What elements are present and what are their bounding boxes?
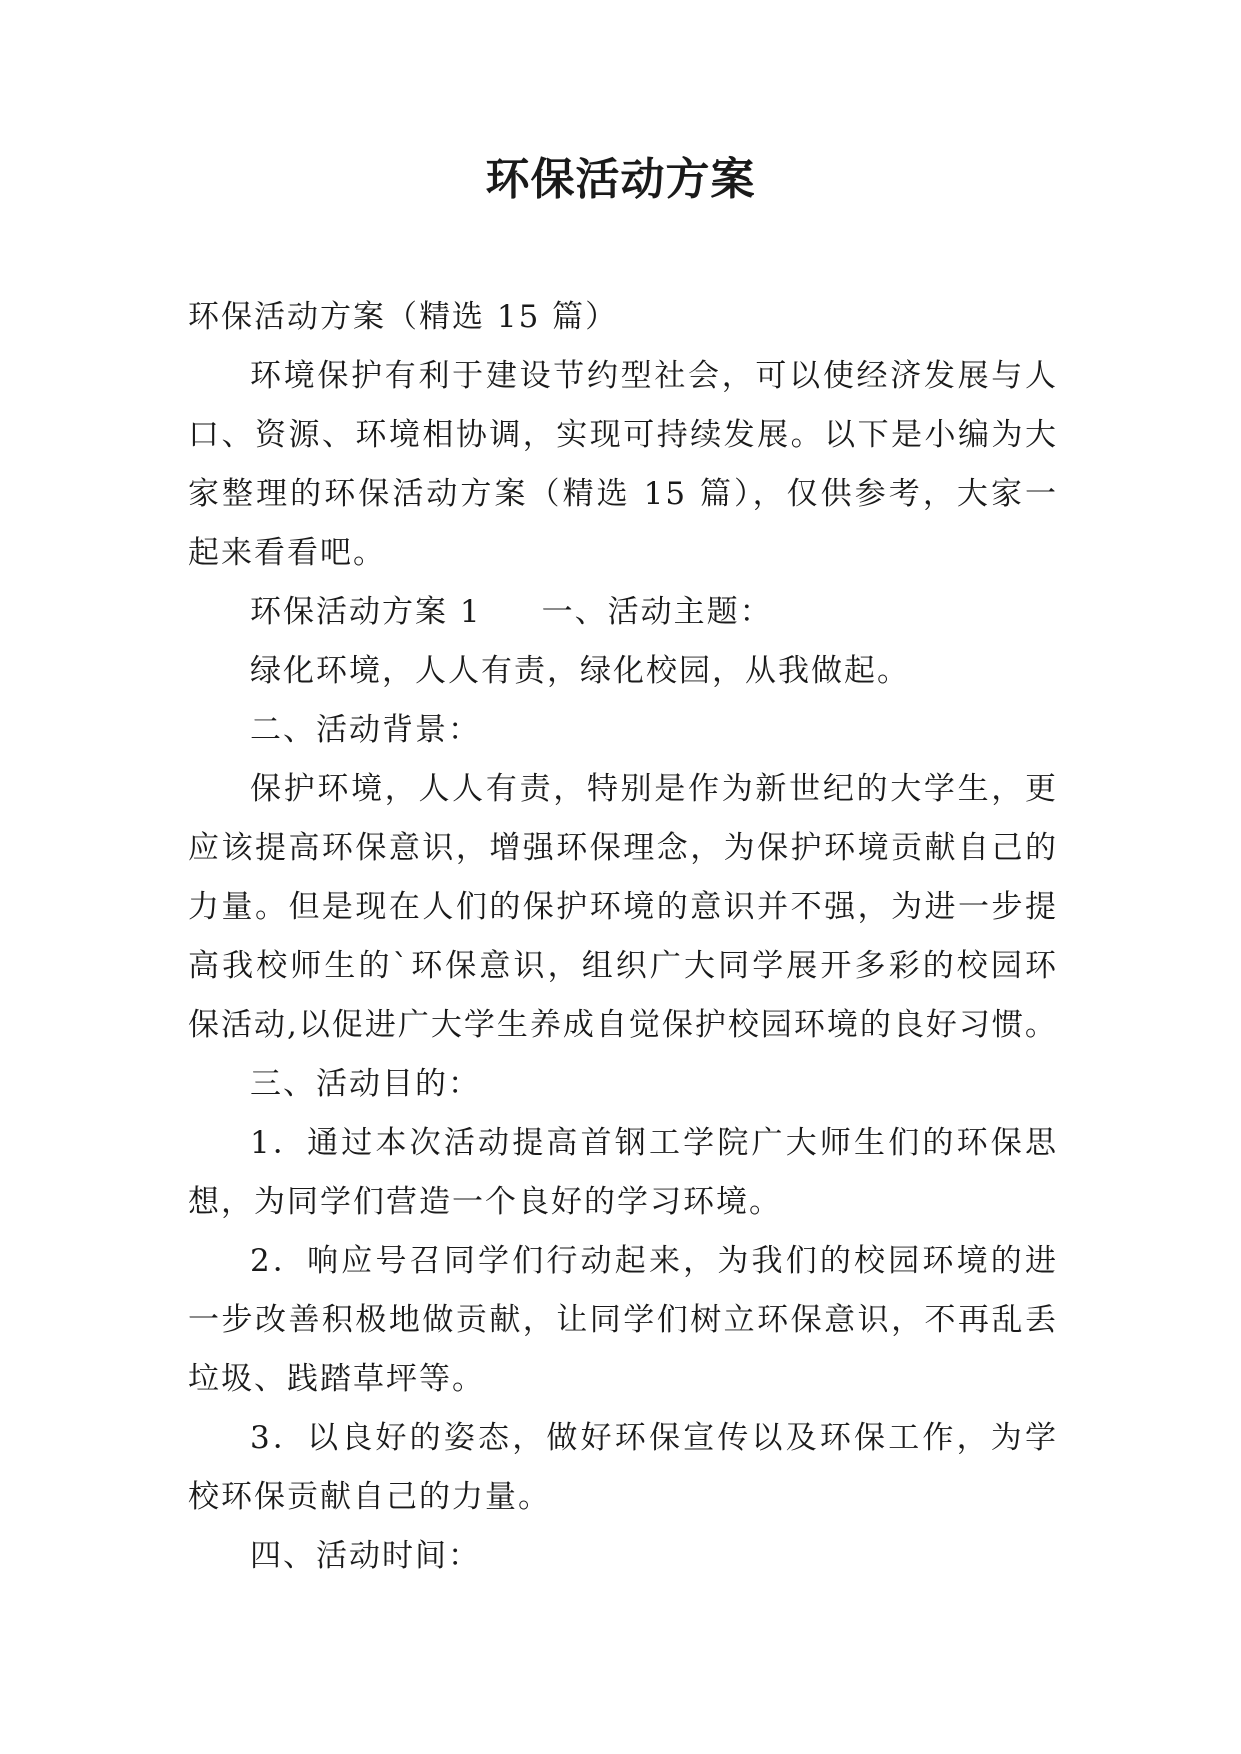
goal-item-1: 1．通过本次活动提高首钢工学院广大师生们的环保思想，为同学们营造一个良好的学习环境。 (188, 1125, 1058, 1220)
theme-heading: 一、活动主题： (541, 594, 773, 630)
theme-text: 绿化环境，人人有责，绿化校园，从我做起。 (250, 653, 910, 689)
background-heading: 二、活动背景： (250, 712, 481, 748)
goal-heading: 三、活动目的： (250, 1066, 481, 1102)
time-heading: 四、活动时间： (250, 1538, 481, 1574)
document-subtitle: 环保活动方案（精选 15 篇） (188, 299, 619, 335)
goal-item-3: 3．以良好的姿态，做好环保宣传以及环保工作，为学校环保贡献自己的力量。 (188, 1420, 1058, 1515)
goal-item-2: 2．响应号召同学们行动起来，为我们的校园环境的进一步改善积极地做贡献，让同学们树立环保意识，不再乱丢垃圾、践踏草坪等。 (188, 1243, 1058, 1397)
background-paragraph: 保护环境，人人有责，特别是作为新世纪的大学生，更应该提高环保意识，增强环保理念，为保护环境贡献自己的力量。但是现在人们的保护环境的意识并不强，为进一步提高我校师生的`环保意识，组织广大同学展开多彩的校园环保活动,以促进广大学生养成自觉保护校园环境的良好习惯。 (188, 771, 1058, 1043)
document-body (188, 288, 1058, 1586)
document-title: 环保活动方案 (485, 154, 756, 205)
section-heading-line (188, 583, 1058, 642)
section-heading: 环保活动方案 1 (250, 594, 482, 630)
intro-paragraph: 环境保护有利于建设节约型社会，可以使经济发展与人口、资源、环境相协调，实现可持续发展。以下是小编为大家整理的环保活动方案（精选 15 篇），仅供参考，大家一起来看看吧。 (188, 358, 1058, 571)
